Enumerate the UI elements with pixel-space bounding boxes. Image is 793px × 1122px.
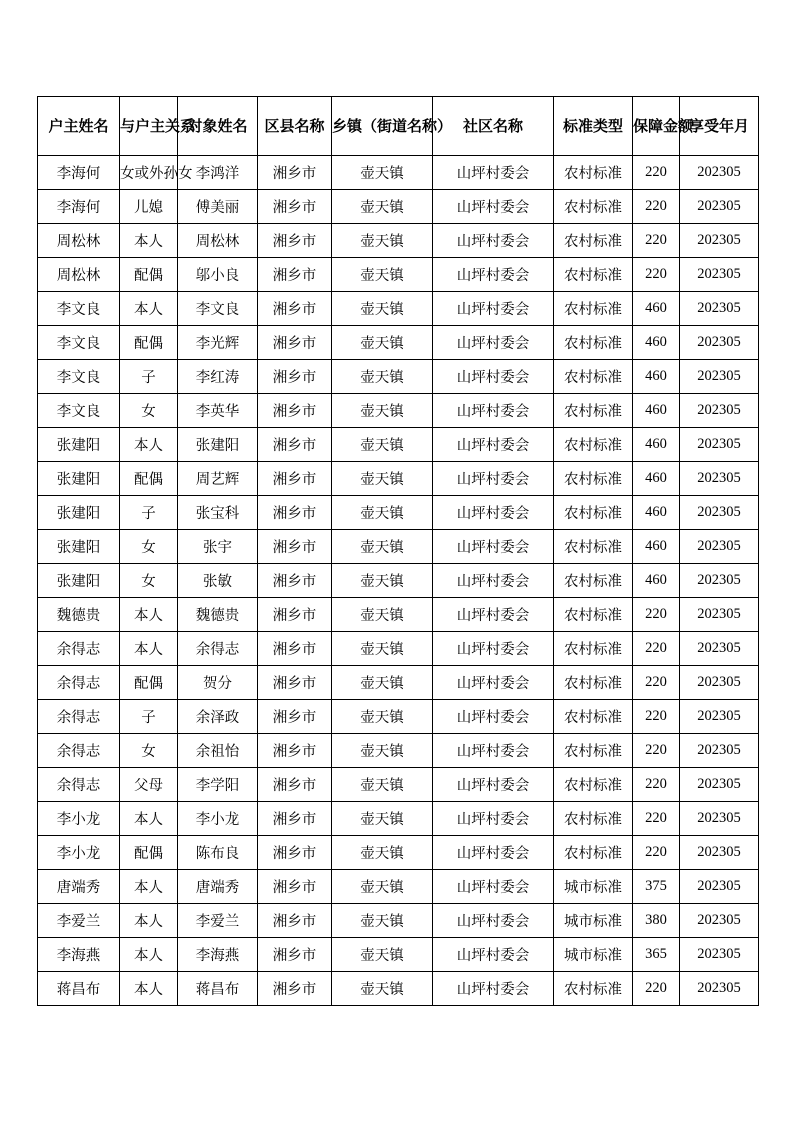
householder-cell: 李海何 — [38, 190, 120, 224]
month-cell: 202305 — [680, 938, 759, 972]
relation-cell: 女 — [120, 564, 178, 598]
table-row — [38, 224, 759, 258]
table-row — [38, 156, 759, 190]
amount-cell: 460 — [633, 292, 680, 326]
county-cell: 湘乡市 — [258, 326, 332, 360]
header-county: 区县名称 — [258, 97, 332, 156]
county-cell: 湘乡市 — [258, 156, 332, 190]
community-cell: 山坪村委会 — [433, 836, 554, 870]
town-cell: 壶天镇 — [332, 700, 433, 734]
month-cell: 202305 — [680, 190, 759, 224]
relation-cell: 子 — [120, 360, 178, 394]
householder-cell: 李海燕 — [38, 938, 120, 972]
county-cell: 湘乡市 — [258, 938, 332, 972]
community-cell: 山坪村委会 — [433, 462, 554, 496]
county-cell: 湘乡市 — [258, 768, 332, 802]
standard-cell: 农村标准 — [554, 360, 633, 394]
recipient-cell: 李文良 — [178, 292, 258, 326]
relation-cell: 配偶 — [120, 666, 178, 700]
community-cell: 山坪村委会 — [433, 564, 554, 598]
table-row — [38, 904, 759, 938]
standard-cell: 农村标准 — [554, 428, 633, 462]
header-community: 社区名称 — [433, 97, 554, 156]
town-cell: 壶天镇 — [332, 258, 433, 292]
community-cell: 山坪村委会 — [433, 360, 554, 394]
month-cell: 202305 — [680, 496, 759, 530]
standard-cell: 农村标准 — [554, 156, 633, 190]
community-cell: 山坪村委会 — [433, 190, 554, 224]
table-row — [38, 258, 759, 292]
town-cell: 壶天镇 — [332, 156, 433, 190]
month-cell: 202305 — [680, 598, 759, 632]
householder-cell: 李小龙 — [38, 802, 120, 836]
relation-cell: 子 — [120, 496, 178, 530]
month-cell: 202305 — [680, 666, 759, 700]
householder-cell: 周松林 — [38, 224, 120, 258]
table-row — [38, 428, 759, 462]
relation-cell: 本人 — [120, 632, 178, 666]
relation-cell: 子 — [120, 700, 178, 734]
town-cell: 壶天镇 — [332, 598, 433, 632]
recipient-cell: 余祖怡 — [178, 734, 258, 768]
standard-cell: 农村标准 — [554, 394, 633, 428]
table-row — [38, 496, 759, 530]
header-householder: 户主姓名 — [38, 97, 120, 156]
standard-cell: 农村标准 — [554, 802, 633, 836]
community-cell: 山坪村委会 — [433, 598, 554, 632]
relation-cell: 本人 — [120, 938, 178, 972]
community-cell: 山坪村委会 — [433, 904, 554, 938]
relation-cell: 本人 — [120, 802, 178, 836]
householder-cell: 张建阳 — [38, 496, 120, 530]
month-cell: 202305 — [680, 394, 759, 428]
month-cell: 202305 — [680, 462, 759, 496]
month-cell: 202305 — [680, 700, 759, 734]
relation-cell: 儿媳 — [120, 190, 178, 224]
county-cell: 湘乡市 — [258, 258, 332, 292]
relation-cell: 本人 — [120, 292, 178, 326]
table-row — [38, 462, 759, 496]
recipient-cell: 周艺辉 — [178, 462, 258, 496]
amount-cell: 460 — [633, 394, 680, 428]
community-cell: 山坪村委会 — [433, 972, 554, 1006]
table-row — [38, 394, 759, 428]
recipient-cell: 邬小良 — [178, 258, 258, 292]
amount-cell: 220 — [633, 224, 680, 258]
month-cell: 202305 — [680, 530, 759, 564]
county-cell: 湘乡市 — [258, 530, 332, 564]
householder-cell: 张建阳 — [38, 462, 120, 496]
standard-cell: 农村标准 — [554, 462, 633, 496]
relation-cell: 本人 — [120, 904, 178, 938]
amount-cell: 220 — [633, 802, 680, 836]
standard-cell: 农村标准 — [554, 530, 633, 564]
town-cell: 壶天镇 — [332, 326, 433, 360]
community-cell: 山坪村委会 — [433, 428, 554, 462]
amount-cell: 220 — [633, 632, 680, 666]
relation-cell: 本人 — [120, 972, 178, 1006]
town-cell: 壶天镇 — [332, 428, 433, 462]
town-cell: 壶天镇 — [332, 632, 433, 666]
community-cell: 山坪村委会 — [433, 802, 554, 836]
county-cell: 湘乡市 — [258, 802, 332, 836]
header-month: 享受年月 — [680, 97, 759, 156]
standard-cell: 农村标准 — [554, 326, 633, 360]
relation-cell: 女 — [120, 394, 178, 428]
table-row — [38, 632, 759, 666]
county-cell: 湘乡市 — [258, 360, 332, 394]
recipient-cell: 余得志 — [178, 632, 258, 666]
county-cell: 湘乡市 — [258, 292, 332, 326]
month-cell: 202305 — [680, 768, 759, 802]
community-cell: 山坪村委会 — [433, 394, 554, 428]
standard-cell: 农村标准 — [554, 190, 633, 224]
table-row — [38, 564, 759, 598]
householder-cell: 张建阳 — [38, 428, 120, 462]
month-cell: 202305 — [680, 734, 759, 768]
month-cell: 202305 — [680, 564, 759, 598]
householder-cell: 余得志 — [38, 666, 120, 700]
table-row — [38, 326, 759, 360]
county-cell: 湘乡市 — [258, 462, 332, 496]
standard-cell: 城市标准 — [554, 870, 633, 904]
town-cell: 壶天镇 — [332, 564, 433, 598]
town-cell: 壶天镇 — [332, 496, 433, 530]
community-cell: 山坪村委会 — [433, 632, 554, 666]
month-cell: 202305 — [680, 326, 759, 360]
standard-cell: 城市标准 — [554, 904, 633, 938]
recipient-cell: 李海燕 — [178, 938, 258, 972]
amount-cell: 460 — [633, 462, 680, 496]
county-cell: 湘乡市 — [258, 666, 332, 700]
relation-cell: 本人 — [120, 224, 178, 258]
county-cell: 湘乡市 — [258, 224, 332, 258]
recipient-cell: 周松林 — [178, 224, 258, 258]
amount-cell: 220 — [633, 190, 680, 224]
amount-cell: 460 — [633, 428, 680, 462]
amount-cell: 460 — [633, 564, 680, 598]
amount-cell: 220 — [633, 598, 680, 632]
table-row — [38, 768, 759, 802]
month-cell: 202305 — [680, 972, 759, 1006]
recipient-cell: 李学阳 — [178, 768, 258, 802]
householder-cell: 李文良 — [38, 394, 120, 428]
recipient-cell: 贺分 — [178, 666, 258, 700]
table-row — [38, 598, 759, 632]
month-cell: 202305 — [680, 360, 759, 394]
householder-cell: 余得志 — [38, 768, 120, 802]
relation-cell: 配偶 — [120, 462, 178, 496]
relation-cell: 女 — [120, 734, 178, 768]
amount-cell: 220 — [633, 836, 680, 870]
amount-cell: 375 — [633, 870, 680, 904]
amount-cell: 220 — [633, 768, 680, 802]
standard-cell: 农村标准 — [554, 258, 633, 292]
amount-cell: 220 — [633, 258, 680, 292]
month-cell: 202305 — [680, 632, 759, 666]
amount-cell: 380 — [633, 904, 680, 938]
table-row — [38, 734, 759, 768]
table-row — [38, 836, 759, 870]
month-cell: 202305 — [680, 224, 759, 258]
amount-cell: 460 — [633, 360, 680, 394]
householder-cell: 张建阳 — [38, 564, 120, 598]
recipient-cell: 张敏 — [178, 564, 258, 598]
town-cell: 壶天镇 — [332, 666, 433, 700]
amount-cell: 365 — [633, 938, 680, 972]
town-cell: 壶天镇 — [332, 972, 433, 1006]
standard-cell: 农村标准 — [554, 666, 633, 700]
relation-cell: 女或外孙女 — [120, 156, 178, 190]
community-cell: 山坪村委会 — [433, 224, 554, 258]
county-cell: 湘乡市 — [258, 734, 332, 768]
standard-cell: 农村标准 — [554, 496, 633, 530]
recipient-cell: 唐端秀 — [178, 870, 258, 904]
householder-cell: 李海何 — [38, 156, 120, 190]
householder-cell: 唐端秀 — [38, 870, 120, 904]
amount-cell: 460 — [633, 326, 680, 360]
householder-cell: 李小龙 — [38, 836, 120, 870]
county-cell: 湘乡市 — [258, 972, 332, 1006]
relation-cell: 配偶 — [120, 326, 178, 360]
county-cell: 湘乡市 — [258, 394, 332, 428]
community-cell: 山坪村委会 — [433, 258, 554, 292]
town-cell: 壶天镇 — [332, 904, 433, 938]
table-row — [38, 530, 759, 564]
town-cell: 壶天镇 — [332, 802, 433, 836]
month-cell: 202305 — [680, 156, 759, 190]
relation-cell: 本人 — [120, 428, 178, 462]
householder-cell: 李爱兰 — [38, 904, 120, 938]
householder-cell: 李文良 — [38, 326, 120, 360]
community-cell: 山坪村委会 — [433, 326, 554, 360]
month-cell: 202305 — [680, 428, 759, 462]
month-cell: 202305 — [680, 836, 759, 870]
relation-cell: 父母 — [120, 768, 178, 802]
table-row — [38, 938, 759, 972]
recipient-cell: 李爱兰 — [178, 904, 258, 938]
county-cell: 湘乡市 — [258, 564, 332, 598]
town-cell: 壶天镇 — [332, 530, 433, 564]
county-cell: 湘乡市 — [258, 190, 332, 224]
county-cell: 湘乡市 — [258, 836, 332, 870]
recipient-cell: 张建阳 — [178, 428, 258, 462]
standard-cell: 农村标准 — [554, 700, 633, 734]
table-header-row — [38, 97, 759, 156]
amount-cell: 220 — [633, 156, 680, 190]
community-cell: 山坪村委会 — [433, 938, 554, 972]
recipient-cell: 李小龙 — [178, 802, 258, 836]
recipient-cell: 余泽政 — [178, 700, 258, 734]
recipient-cell: 陈布良 — [178, 836, 258, 870]
recipient-cell: 张宝科 — [178, 496, 258, 530]
town-cell: 壶天镇 — [332, 462, 433, 496]
header-standard: 标准类型 — [554, 97, 633, 156]
standard-cell: 农村标准 — [554, 224, 633, 258]
table-row — [38, 666, 759, 700]
table-row — [38, 802, 759, 836]
recipient-table — [37, 96, 759, 1006]
standard-cell: 城市标准 — [554, 938, 633, 972]
amount-cell: 460 — [633, 496, 680, 530]
standard-cell: 农村标准 — [554, 836, 633, 870]
amount-cell: 220 — [633, 734, 680, 768]
header-town: 乡镇（街道名称） — [332, 97, 433, 156]
month-cell: 202305 — [680, 870, 759, 904]
standard-cell: 农村标准 — [554, 632, 633, 666]
amount-cell: 220 — [633, 666, 680, 700]
relation-cell: 配偶 — [120, 836, 178, 870]
table-row — [38, 870, 759, 904]
recipient-cell: 李红涛 — [178, 360, 258, 394]
recipient-cell: 李光辉 — [178, 326, 258, 360]
community-cell: 山坪村委会 — [433, 156, 554, 190]
town-cell: 壶天镇 — [332, 224, 433, 258]
month-cell: 202305 — [680, 904, 759, 938]
county-cell: 湘乡市 — [258, 700, 332, 734]
table-row — [38, 360, 759, 394]
recipient-cell: 蒋昌布 — [178, 972, 258, 1006]
householder-cell: 蒋昌布 — [38, 972, 120, 1006]
town-cell: 壶天镇 — [332, 870, 433, 904]
town-cell: 壶天镇 — [332, 734, 433, 768]
town-cell: 壶天镇 — [332, 292, 433, 326]
relation-cell: 本人 — [120, 598, 178, 632]
town-cell: 壶天镇 — [332, 938, 433, 972]
table-row — [38, 190, 759, 224]
recipient-cell: 李鸿洋 — [178, 156, 258, 190]
community-cell: 山坪村委会 — [433, 496, 554, 530]
amount-cell: 220 — [633, 972, 680, 1006]
standard-cell: 农村标准 — [554, 598, 633, 632]
community-cell: 山坪村委会 — [433, 700, 554, 734]
community-cell: 山坪村委会 — [433, 870, 554, 904]
recipient-cell: 傅美丽 — [178, 190, 258, 224]
county-cell: 湘乡市 — [258, 632, 332, 666]
householder-cell: 李文良 — [38, 292, 120, 326]
county-cell: 湘乡市 — [258, 428, 332, 462]
standard-cell: 农村标准 — [554, 768, 633, 802]
standard-cell: 农村标准 — [554, 564, 633, 598]
header-recipient: 对象姓名 — [178, 97, 258, 156]
town-cell: 壶天镇 — [332, 394, 433, 428]
community-cell: 山坪村委会 — [433, 734, 554, 768]
householder-cell: 周松林 — [38, 258, 120, 292]
header-amount: 保障金额 — [633, 97, 680, 156]
householder-cell: 李文良 — [38, 360, 120, 394]
county-cell: 湘乡市 — [258, 598, 332, 632]
table-row — [38, 292, 759, 326]
town-cell: 壶天镇 — [332, 190, 433, 224]
county-cell: 湘乡市 — [258, 496, 332, 530]
recipient-cell: 魏德贵 — [178, 598, 258, 632]
amount-cell: 460 — [633, 530, 680, 564]
county-cell: 湘乡市 — [258, 904, 332, 938]
county-cell: 湘乡市 — [258, 870, 332, 904]
town-cell: 壶天镇 — [332, 836, 433, 870]
month-cell: 202305 — [680, 258, 759, 292]
month-cell: 202305 — [680, 292, 759, 326]
community-cell: 山坪村委会 — [433, 666, 554, 700]
relation-cell: 配偶 — [120, 258, 178, 292]
month-cell: 202305 — [680, 802, 759, 836]
householder-cell: 余得志 — [38, 632, 120, 666]
recipient-cell: 张宇 — [178, 530, 258, 564]
table-row — [38, 972, 759, 1006]
community-cell: 山坪村委会 — [433, 768, 554, 802]
community-cell: 山坪村委会 — [433, 530, 554, 564]
householder-cell: 魏德贵 — [38, 598, 120, 632]
amount-cell: 220 — [633, 700, 680, 734]
standard-cell: 农村标准 — [554, 972, 633, 1006]
town-cell: 壶天镇 — [332, 768, 433, 802]
householder-cell: 余得志 — [38, 700, 120, 734]
relation-cell: 女 — [120, 530, 178, 564]
standard-cell: 农村标准 — [554, 734, 633, 768]
table-row — [38, 700, 759, 734]
relation-cell: 本人 — [120, 870, 178, 904]
community-cell: 山坪村委会 — [433, 292, 554, 326]
householder-cell: 张建阳 — [38, 530, 120, 564]
recipient-cell: 李英华 — [178, 394, 258, 428]
header-relation: 与户主关系 — [120, 97, 178, 156]
town-cell: 壶天镇 — [332, 360, 433, 394]
householder-cell: 余得志 — [38, 734, 120, 768]
standard-cell: 农村标准 — [554, 292, 633, 326]
